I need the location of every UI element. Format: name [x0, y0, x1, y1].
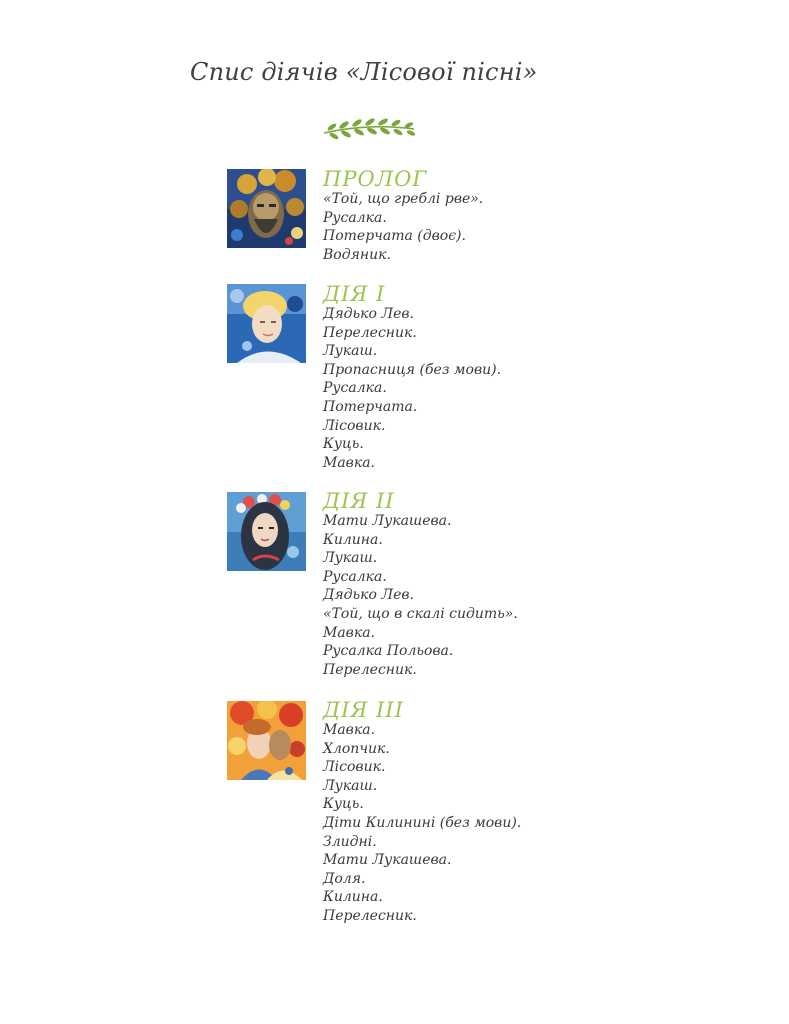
cast-item: Перелесник. [323, 661, 417, 678]
cast-item: Лукаш. [323, 777, 378, 794]
cast-item: Килина. [323, 531, 383, 548]
act-title: ДІЯ ІІІ [323, 698, 404, 722]
cast-item: Мавка. [323, 454, 375, 471]
cast-item: Дядько Лев. [323, 587, 414, 604]
cast-list [323, 721, 521, 926]
cast-item: Лісовик. [323, 759, 386, 776]
cast-item: Русалка. [323, 209, 387, 226]
cast-item: Пропасниця (без мови). [323, 361, 502, 378]
blonde-youth-portrait [227, 284, 306, 363]
cast-item: Русалка. [323, 568, 387, 585]
act-title: ДІЯ І [323, 282, 386, 306]
mavka-flower-wreath-portrait [227, 492, 306, 571]
autumn-figures-portrait [227, 701, 306, 780]
laurel-branch-ornament [320, 116, 418, 144]
cast-item: Перелесник. [323, 907, 417, 924]
cast-item: Мавка. [323, 722, 375, 738]
act-portrait [227, 492, 306, 571]
cast-item: «Той, що греблі рве». [323, 191, 484, 207]
act-portrait [227, 284, 306, 363]
cast-item: «Той, що в скалі сидить». [323, 605, 518, 622]
cast-item: Русалка Польова. [323, 643, 454, 660]
bearded-forest-spirit-portrait [227, 169, 306, 248]
cast-item: Дядько Лев. [323, 306, 414, 322]
cast-list [323, 512, 518, 679]
cast-item: Килина. [323, 889, 383, 906]
cast-item: Мати Лукашева. [323, 852, 452, 869]
cast-item: Доля. [323, 870, 366, 887]
cast-item: Мавка. [323, 624, 375, 641]
act-title: ДІЯ ІІ [323, 489, 395, 513]
cast-item: Лісовик. [323, 417, 386, 434]
page-title: Спис діячів «Лісової пісні» [190, 58, 538, 86]
act-portrait [227, 701, 306, 780]
cast-list [323, 190, 483, 264]
cast-item: Водяник. [323, 246, 391, 263]
cast-item: Куць. [323, 436, 364, 453]
cast-item: Перелесник. [323, 324, 417, 341]
cast-item: Хлопчик. [323, 740, 390, 757]
act-title: ПРОЛОГ [323, 167, 428, 191]
act-portrait [227, 169, 306, 248]
cast-item: Злидні. [323, 833, 377, 850]
cast-item: Мати Лукашева. [323, 513, 452, 529]
cast-item: Русалка. [323, 380, 387, 397]
cast-item: Потерчата (двоє). [323, 228, 466, 245]
cast-item: Діти Килинині (без мови). [323, 814, 522, 831]
cast-list [323, 305, 501, 472]
cast-item: Куць. [323, 796, 364, 813]
cast-item: Лукаш. [323, 343, 378, 360]
cast-item: Потерчата. [323, 398, 418, 415]
cast-item: Лукаш. [323, 550, 378, 567]
